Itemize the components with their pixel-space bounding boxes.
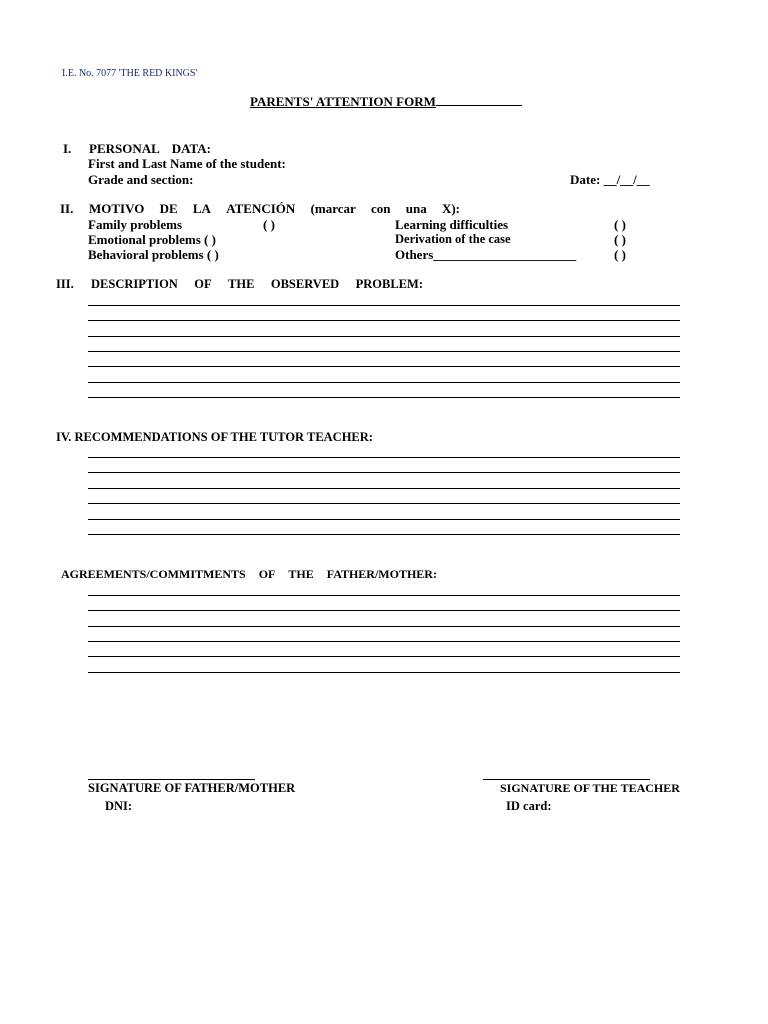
student-name-label: First and Last Name of the student: [88,156,286,171]
section-1-heading [89,141,211,157]
agreement-line[interactable] [88,610,680,611]
recommendation-line[interactable] [88,503,680,504]
section-3-heading-word: DESCRIPTION [91,277,178,291]
teacher-signature-label: SIGNATURE OF THE TEACHER [500,781,680,795]
agreement-line[interactable] [88,656,680,657]
behavioral-problems-option[interactable]: Behavioral problems ( ) [88,247,219,262]
others-field[interactable]: Others______________________ [395,247,577,262]
section-3-heading-word: OF [194,277,212,291]
parent-dni-label: DNI: [105,799,133,813]
recommendation-line[interactable] [88,472,680,473]
grade-section-label: Grade and section: [88,172,194,187]
section-2-heading-word: con [371,201,391,216]
form-title-blank [436,94,522,106]
section-2-numeral: II. [60,201,74,216]
agreements-heading [61,567,437,582]
section-2-heading-word: LA [192,201,211,216]
description-line[interactable] [88,382,680,383]
description-line[interactable] [88,366,680,367]
section-2-heading [89,201,460,217]
section-1-heading-word: DATA: [171,141,211,156]
derivation-checkbox[interactable]: ( ) [614,232,626,247]
description-line[interactable] [88,351,680,352]
description-line[interactable] [88,336,680,337]
family-problems-label: Family problems [88,217,183,232]
agreements-heading-word: OF [258,567,276,581]
emotional-problems-option[interactable]: Emotional problems ( ) [88,232,216,247]
section-1-numeral: I. [63,141,72,156]
description-line[interactable] [88,397,680,398]
section-2-heading-word: MOTIVO [89,201,145,216]
section-3-numeral: III. [56,277,74,291]
agreement-line[interactable] [88,641,680,642]
learning-difficulties-label: Learning difficulties [395,217,509,232]
recommendation-line[interactable] [88,519,680,520]
description-line[interactable] [88,320,680,321]
section-4-heading: IV. RECOMMENDATIONS OF THE TUTOR TEACHER: [56,430,373,444]
agreement-line[interactable] [88,595,680,596]
form-title [250,94,522,110]
recommendation-line[interactable] [88,534,680,535]
section-3-heading-word: THE [228,277,255,291]
family-problems-checkbox[interactable]: ( ) [263,217,275,232]
learning-difficulties-checkbox[interactable]: ( ) [614,217,626,232]
teacher-id-label: ID card: [506,799,552,813]
parent-signature-line[interactable] [88,779,255,780]
section-3-heading-word: OBSERVED [270,277,340,291]
section-2-heading-word: ATENCIÓN [226,201,296,216]
teacher-signature-line[interactable] [483,779,650,780]
agreement-line[interactable] [88,626,680,627]
agreement-line[interactable] [88,672,680,673]
form-title-text: PARENTS' ATTENTION FORM [250,94,436,109]
recommendation-line[interactable] [88,488,680,489]
others-checkbox[interactable]: ( ) [614,247,626,262]
section-2-heading-word: una [405,201,427,216]
section-1-heading-word: PERSONAL [89,141,160,156]
agreements-heading-word: FATHER/MOTHER: [326,567,437,581]
section-2-heading-word: X): [441,201,460,216]
section-2-heading-word: (marcar [310,201,356,216]
section-3-heading-word: PROBLEM: [355,277,423,291]
agreements-heading-word: THE [288,567,314,581]
section-3-heading [91,277,423,292]
date-field: Date: __/__/__ [570,172,650,187]
derivation-label: Derivation of the case [395,232,511,246]
section-2-heading-word: DE [159,201,178,216]
description-line[interactable] [88,305,680,306]
recommendation-line[interactable] [88,457,680,458]
agreements-heading-word: AGREEMENTS/COMMITMENTS [61,567,246,581]
school-name: I.E. No. 7077 'THE RED KINGS' [62,68,198,79]
parent-signature-label: SIGNATURE OF FATHER/MOTHER [88,781,296,795]
